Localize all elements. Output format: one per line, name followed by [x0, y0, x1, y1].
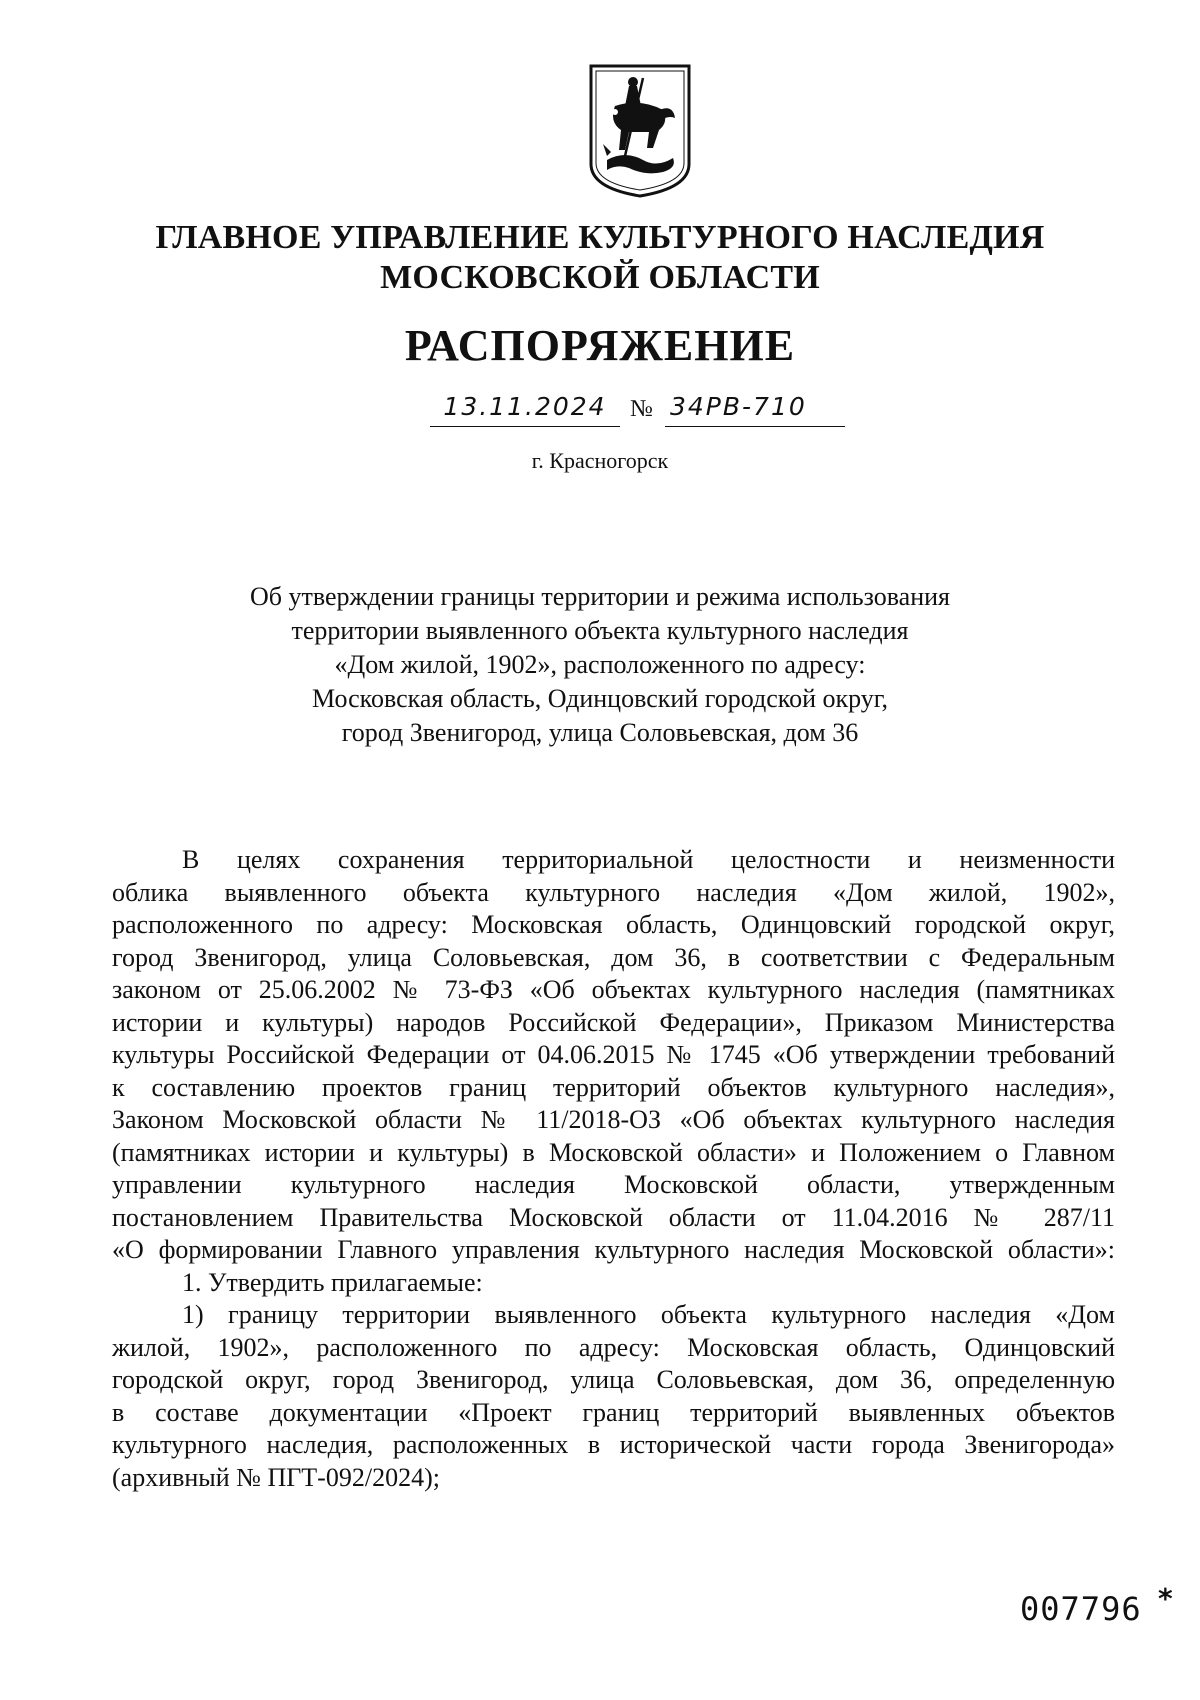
document-type: РАСПОРЯЖЕНИЕ: [404, 321, 796, 370]
body-line: расположенного по адресу: Московская область, Одинцовский городской округ,: [112, 910, 1115, 939]
title-line: территории выявленного объекта культурного наследия: [291, 616, 909, 645]
title-line: Московская область, Одинцовский городской округ,: [311, 684, 889, 713]
document-number: 34РВ-710: [670, 392, 807, 421]
title-line: Об утверждении границы территории и режима использования: [250, 582, 950, 611]
body-line: в составе документации «Проект границ территорий выявленных объектов: [112, 1397, 1115, 1427]
body-line: законом от 25.06.2002 № 73-ФЗ «Об объектах культурного наследия (памятниках: [112, 975, 1115, 1004]
body-line: город Звенигород, улица Соловьевская, дом 36, в соответствии с Федеральным: [112, 942, 1115, 972]
serial-number-stamp: 007796: [1020, 1590, 1142, 1628]
title-line: город Звенигород, улица Соловьевская, дом 36: [341, 718, 859, 747]
body-line: к составлению проектов границ территорий объектов культурного наследия»,: [112, 1072, 1115, 1102]
body-line: (памятниках истории и культуры) в Московской области» и Положением о Главном: [112, 1137, 1115, 1167]
date-number-line: [425, 390, 845, 430]
body-line: жилой, 1902», расположенного по адресу: Московская область, Одинцовский: [112, 1332, 1115, 1362]
body-line: постановлением Правительства Московской области от 11.04.2016 № 287/11: [112, 1202, 1115, 1232]
asterisk-mark: *: [1158, 1582, 1173, 1615]
body-line: культурного наследия, расположенных в исторической части города Звенигорода»: [112, 1430, 1115, 1459]
coat-of-arms-emblem: [585, 60, 695, 200]
agency-name-line-2: МОСКОВСКОЙ ОБЛАСТИ: [380, 259, 820, 296]
body-line: культуры Российской Федерации от 04.06.2015 № 1745 «Об утверждении требований: [112, 1040, 1115, 1069]
body-line: «О формировании Главного управления культурного наследия Московской области»:: [112, 1235, 1115, 1264]
body-line: истории и культуры) народов Российской Федерации», Приказом Министерства: [112, 1007, 1115, 1037]
body-line: (архивный № ПГТ-092/2024);: [112, 1462, 440, 1492]
body-line: городской округ, город Звенигород, улица Соловьевская, дом 36, определенную: [112, 1365, 1115, 1394]
body-line: 1) границу территории выявленного объекта культурного наследия «Дом: [182, 1300, 1115, 1329]
body-line: управлении культурного наследия Московской области, утвержденным: [112, 1170, 1115, 1199]
number-underline: [665, 426, 845, 427]
body-line: В целях сохранения территориальной целостности и неизменности: [182, 845, 1115, 874]
agency-name: [0, 218, 1200, 298]
document-title: [150, 580, 1050, 750]
title-line: «Дом жилой, 1902», расположенного по адресу:: [334, 650, 866, 679]
number-sign: №: [630, 396, 653, 422]
body-line: Законом Московской области № 11/2018-ОЗ «Об объектах культурного наследия: [112, 1105, 1115, 1134]
document-body: [112, 844, 1115, 1494]
body-line: облика выявленного объекта культурного наследия «Дом жилой, 1902»,: [112, 877, 1115, 907]
body-line: 1. Утвердить прилагаемые:: [182, 1267, 483, 1297]
city-of-issue: г. Красногорск: [531, 448, 669, 473]
date-underline: [430, 426, 620, 427]
agency-name-line-1: ГЛАВНОЕ УПРАВЛЕНИЕ КУЛЬТУРНОГО НАСЛЕДИЯ: [155, 219, 1045, 256]
document-date: 13.11.2024: [443, 392, 607, 421]
